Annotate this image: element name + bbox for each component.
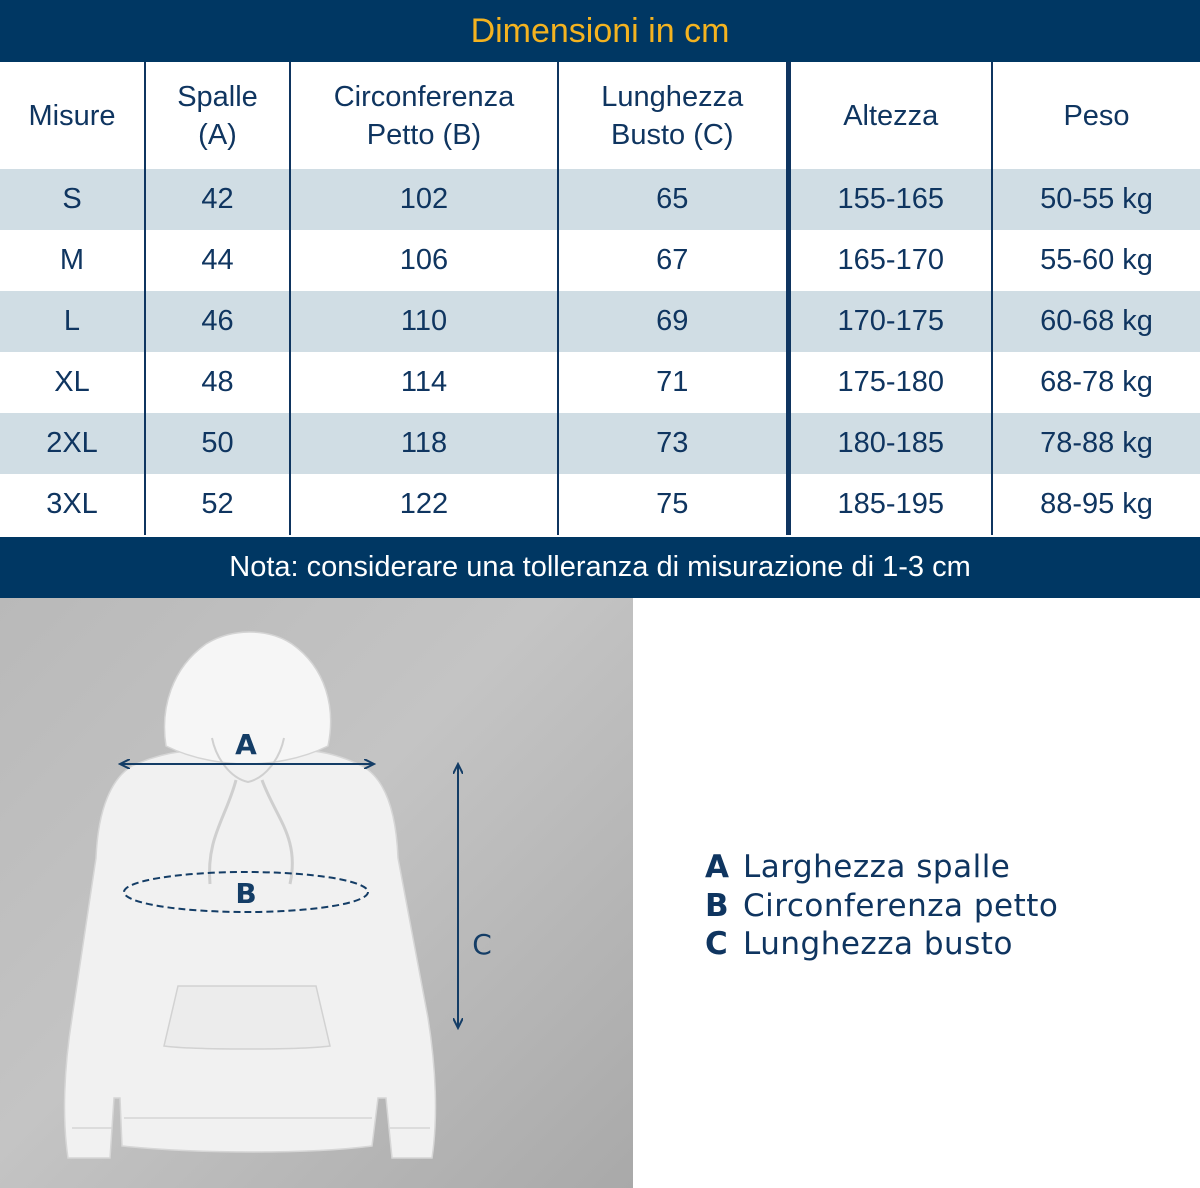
cell-altezza: 165-170	[788, 230, 992, 291]
cell-spalle: 50	[145, 413, 290, 474]
cell-peso: 68-78 kg	[992, 352, 1200, 413]
cell-spalle: 42	[145, 169, 290, 230]
cell-busto: 75	[558, 474, 788, 535]
header-altezza: Altezza	[788, 62, 992, 169]
legend-item-a	[705, 848, 1058, 887]
table-row	[0, 169, 1200, 230]
cell-size: 3XL	[0, 474, 145, 535]
cell-altezza: 155-165	[788, 169, 992, 230]
cell-size: XL	[0, 352, 145, 413]
table-row	[0, 474, 1200, 535]
cell-size: M	[0, 230, 145, 291]
cell-size: S	[0, 169, 145, 230]
size-table	[0, 62, 1200, 535]
cell-peso: 88-95 kg	[992, 474, 1200, 535]
cell-petto: 122	[290, 474, 558, 535]
cell-busto: 73	[558, 413, 788, 474]
title-bar	[0, 0, 1200, 62]
page-title: Dimensioni in cm	[470, 11, 730, 50]
measure-b-label: B	[235, 877, 257, 910]
header-lunghezza-busto: Lunghezza Busto (C)	[558, 62, 788, 169]
cell-altezza: 170-175	[788, 291, 992, 352]
table-row	[0, 413, 1200, 474]
cell-size: 2XL	[0, 413, 145, 474]
header-circonferenza-petto: Circonferenza Petto (B)	[290, 62, 558, 169]
cell-petto: 118	[290, 413, 558, 474]
table-row	[0, 230, 1200, 291]
cell-spalle: 48	[145, 352, 290, 413]
table-header-row	[0, 62, 1200, 169]
cell-petto: 102	[290, 169, 558, 230]
cell-spalle: 46	[145, 291, 290, 352]
cell-busto: 65	[558, 169, 788, 230]
cell-petto: 110	[290, 291, 558, 352]
table-row	[0, 352, 1200, 413]
measure-a-label: A	[235, 728, 257, 761]
legend-item-b	[705, 887, 1058, 926]
cell-spalle: 52	[145, 474, 290, 535]
header-peso: Peso	[992, 62, 1200, 169]
header-misure: Misure	[0, 62, 145, 169]
legend-key-b: B	[705, 887, 730, 924]
cell-spalle: 44	[145, 230, 290, 291]
hoodie-photo	[0, 598, 633, 1188]
legend-item-c	[705, 925, 1058, 964]
cell-peso: 60-68 kg	[992, 291, 1200, 352]
cell-peso: 78-88 kg	[992, 413, 1200, 474]
cell-petto: 106	[290, 230, 558, 291]
cell-altezza: 175-180	[788, 352, 992, 413]
cell-busto: 71	[558, 352, 788, 413]
legend-text-a: Larghezza spalle	[743, 849, 1011, 885]
cell-peso: 50-55 kg	[992, 169, 1200, 230]
legend-text-c: Lunghezza busto	[743, 926, 1013, 962]
hoodie-diagram	[0, 598, 633, 1188]
cell-altezza: 185-195	[788, 474, 992, 535]
cell-peso: 55-60 kg	[992, 230, 1200, 291]
legend-key-c: C	[705, 926, 729, 962]
legend-key-a: A	[705, 849, 730, 885]
cell-busto: 69	[558, 291, 788, 352]
table-row	[0, 291, 1200, 352]
measurement-note: Nota: considerare una tolleranza di misurazione di 1-3 cm	[229, 551, 971, 583]
note-bar	[0, 537, 1200, 598]
legend-text-b: Circonferenza petto	[743, 887, 1059, 924]
cell-petto: 114	[290, 352, 558, 413]
cell-size: L	[0, 291, 145, 352]
cell-busto: 67	[558, 230, 788, 291]
measurement-legend	[705, 848, 1058, 964]
cell-altezza: 180-185	[788, 413, 992, 474]
header-spalle: Spalle (A)	[145, 62, 290, 169]
measure-c-label: C	[472, 928, 492, 961]
